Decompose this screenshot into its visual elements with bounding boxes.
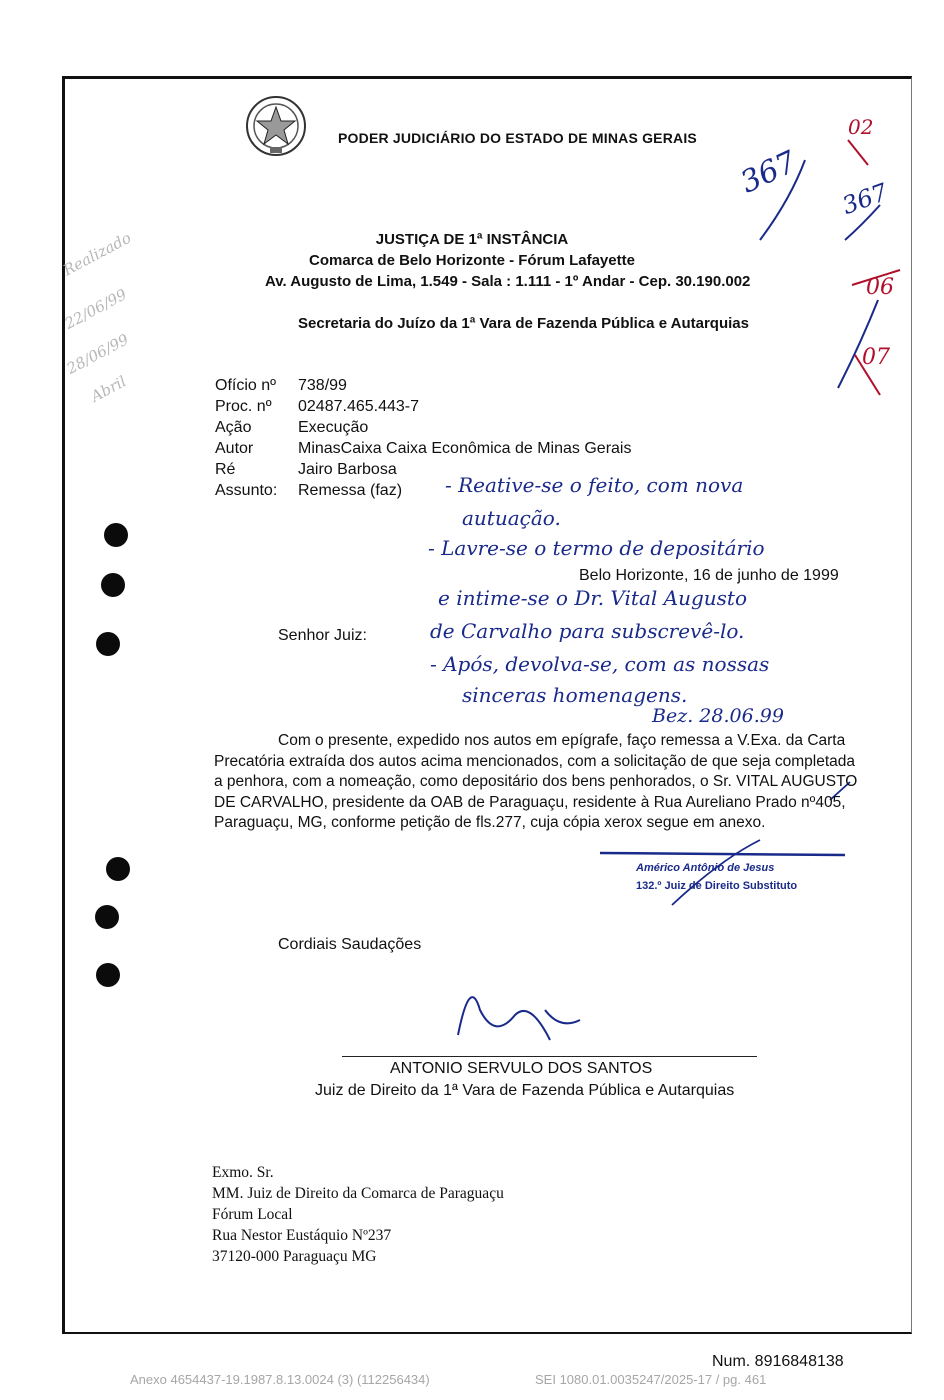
proc-label: Proc. nº [215,398,272,415]
despacho-signature: Bez. 28.06.99 [652,705,784,727]
acao-label: Ação [215,419,252,436]
signatory-name: ANTONIO SERVULO DOS SANTOS [390,1060,653,1077]
proc-value: 02487.465.443-7 [298,398,419,415]
oficio-label: Ofício nº [215,377,276,394]
document-number: Num. 8916848138 [712,1353,844,1370]
annex-reference: Anexo 4654437-19.1987.8.13.0024 (3) (112256434) [130,1372,430,1387]
signatory-title: Juiz de Direito da 1ª Vara de Fazenda Pública e Autarquias [315,1082,735,1099]
despacho-line: de Carvalho para subscrevê-lo. [430,619,745,643]
recipient-line: Fórum Local [212,1206,293,1223]
secretaria-line: Secretaria do Juízo da 1ª Vara de Fazenda Pública e Autarquias [298,315,749,332]
punch-hole [95,905,119,929]
letter-body [214,731,864,834]
punch-hole [106,857,130,881]
page-mark: 07 [862,345,890,370]
comarca-line: Comarca de Belo Horizonte - Fórum Lafayette [309,252,635,269]
recipient-line: Rua Nestor Eustáquio Nº237 [212,1227,392,1244]
recipient-line: MM. Juiz de Direito da Comarca de Paraguaçu [212,1185,504,1202]
acao-value: Execução [298,419,369,436]
autor-label: Autor [215,440,254,457]
despacho-line: autuação. [462,506,561,530]
oficio-value: 738/99 [298,377,347,394]
despacho-line: - Após, devolva-se, com as nossas [430,652,770,676]
page-mark: 02 [848,115,874,139]
punch-hole [96,632,120,656]
court-address: Av. Augusto de Lima, 1.549 - Sala : 1.111 - 1º Andar - Cep. 30.190.002 [265,273,751,290]
punch-hole [96,963,120,987]
assunto-value: Remessa (faz) [298,482,403,499]
despacho-line: - Lavre-se o termo de depositário [428,536,765,560]
despacho-line: sinceras homenagens. [462,683,688,707]
page-mark: 367 [735,144,802,201]
signature-line [342,1056,757,1057]
re-label: Ré [215,461,236,478]
pencil-note: 22/06/99 [61,285,130,333]
sei-reference: SEI 1080.01.0035247/2025-17 / pg. 461 [535,1372,767,1387]
date-line: Belo Horizonte, 16 de junho de 1999 [579,567,839,584]
autor-value: MinasCaixa Caixa Econômica de Minas Gerais [298,440,632,457]
stamp-title: 132.º Juiz de Direito Substituto [636,880,798,892]
stamp-name: Américo Antônio de Jesus [636,862,775,874]
punch-hole [104,523,128,547]
punch-hole [101,573,125,597]
recipient-line: 37120-000 Paraguaçu MG [212,1248,377,1265]
pencil-note: 28/06/99 [63,330,132,378]
despacho-line: e intime-se o Dr. Vital Augusto [438,586,747,610]
recipient-line: Exmo. Sr. [212,1164,274,1181]
page-mark: 06 [866,275,894,300]
institution-name: PODER JUDICIÁRIO DO ESTADO DE MINAS GERAIS [338,130,697,146]
salutation: Senhor Juiz: [278,627,367,644]
pencil-note: Realizado [60,228,135,280]
pencil-note: Abril [87,372,130,406]
assunto-label: Assunto: [215,482,278,499]
court-title: JUSTIÇA DE 1ª INSTÂNCIA [375,231,569,248]
body-paragraph: Com o presente, expedido nos autos em epígrafe, faço remessa a V.Exa. da Carta Precatória extraída dos autos acima mencionados, com a solicitação de que seja completada a penhora, com a nomeação, como depositário dos bens penhorados, o Sr. VITAL AUGUSTO DE CARVALHO, presidente da OAB de Paraguaçu, residente à Rua Aureliano Prado nº405, Paraguaçu, MG, conforme petição de fls.277, cuja cópia xerox segue em anexo. [214,732,858,831]
page-mark: 367 [838,178,892,220]
closing: Cordiais Saudações [278,936,422,953]
despacho-line: - Reative-se o feito, com nova [445,473,744,497]
re-value: Jairo Barbosa [298,461,397,478]
